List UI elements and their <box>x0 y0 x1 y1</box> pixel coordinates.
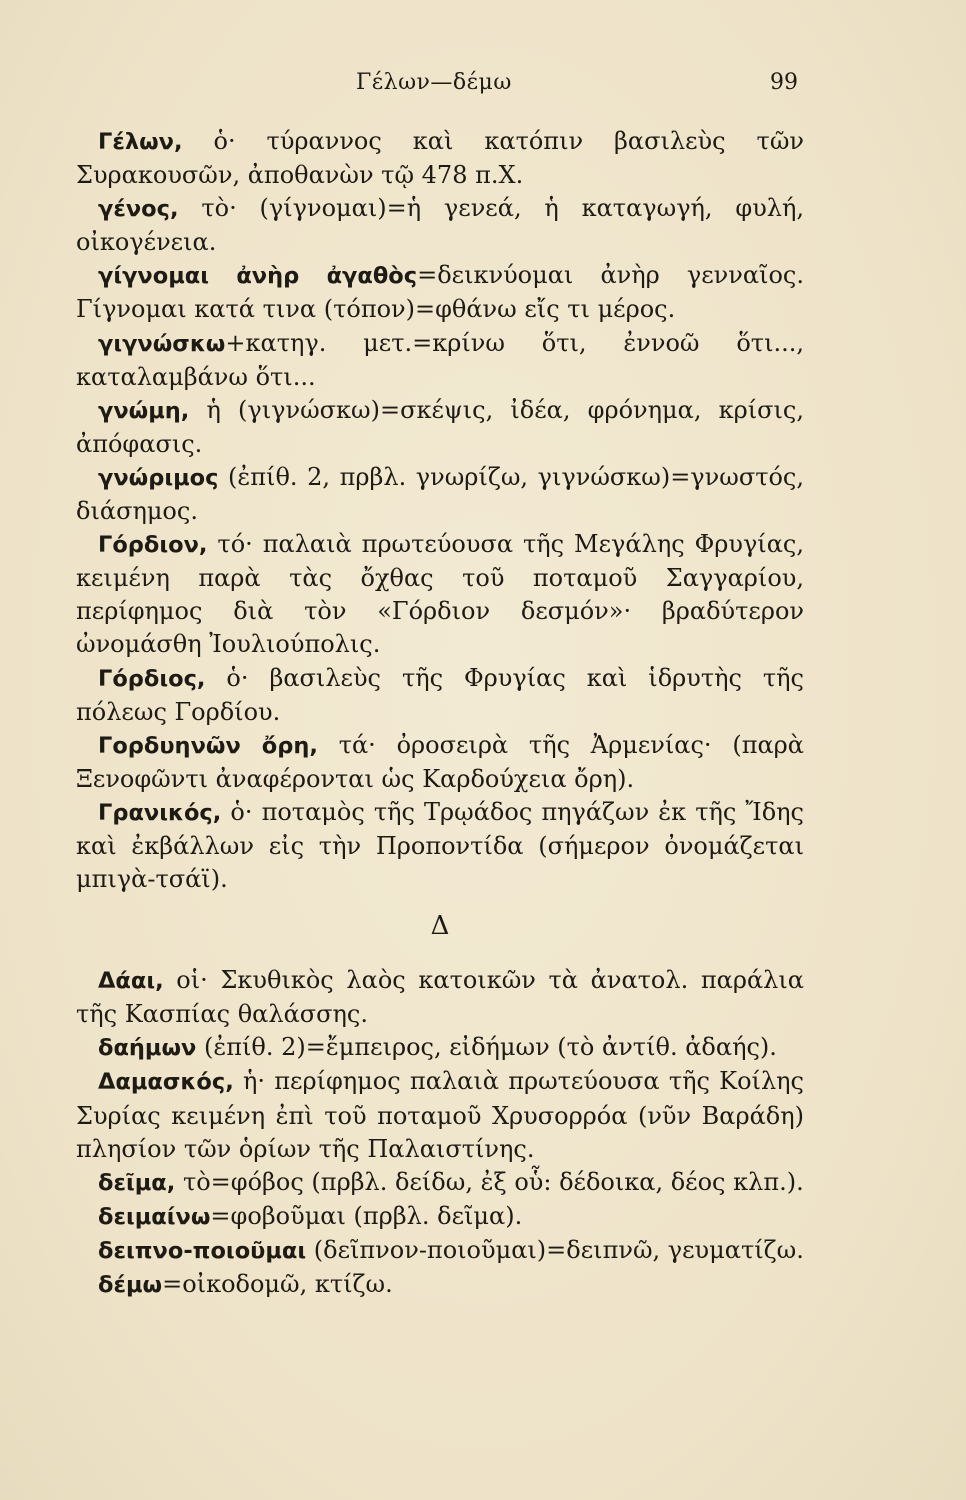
dictionary-entry <box>76 1234 804 1268</box>
dictionary-entry <box>76 125 804 192</box>
dictionary-body <box>76 125 804 1302</box>
dictionary-entry <box>76 729 804 796</box>
section-letter: Δ <box>430 911 450 942</box>
entries-delta <box>76 964 804 1302</box>
entry-definition: ὁ· βασιλεὺς τῆς Φρυγίας καὶ ἱδρυτὴς τῆς πόλεως Γορδίου. <box>76 663 804 726</box>
dictionary-entry <box>76 528 804 661</box>
entry-headword: γένος, <box>98 196 179 223</box>
entry-definition: +κατηγ. μετ.=κρίνω ὅτι, ἐννοῶ ὅτι..., καταλαμβάνω ὅτι... <box>76 328 804 391</box>
dictionary-entry <box>76 394 804 461</box>
running-head <box>0 70 966 104</box>
dictionary-entry <box>76 662 804 729</box>
entry-headword: γίγνομαι ἀνὴρ ἀγαθὸς <box>98 263 418 290</box>
entry-headword: δεῖμα, <box>98 1169 176 1196</box>
entry-definition: =οἰκοδομῶ, κτίζω. <box>162 1270 393 1298</box>
entry-headword: δειμαίνω <box>98 1203 211 1230</box>
entry-definition: οἱ· Σκυθικὸς λαὸς κατοικῶν τὰ ἀνατολ. παράλια τῆς Κασπίας θαλάσσης. <box>76 966 804 1029</box>
dictionary-entry <box>76 1065 804 1165</box>
running-head-title: Γέλων—δέμω <box>356 70 512 95</box>
entry-headword: δέμω <box>98 1272 163 1298</box>
entry-definition: ἡ (γιγνώσκω)=σκέψις, ἰδέα, φρόνημα, κρίσις, ἀπόφασις. <box>76 395 804 458</box>
entry-definition: =δεικνύομαι ἀνὴρ γενναῖος. Γίγνομαι κατά τινα (τόπον)=φθάνω εἴς τι μέρος. <box>76 261 804 324</box>
dictionary-entry <box>76 192 804 259</box>
entry-headword: δαήμων <box>98 1035 197 1062</box>
entry-headword: γνώριμος <box>98 464 219 491</box>
entry-headword: Γορδυηνῶν ὄρη, <box>98 732 318 759</box>
entry-headword: γιγνώσκω <box>98 330 226 357</box>
entry-definition: (ἐπίθ. 2, πρβλ. γνωρίζω, γιγνώσκω)=γνωστός, διάσημος. <box>76 462 804 526</box>
entry-definition: =φοβοῦμαι (πρβλ. δεῖμα). <box>210 1201 523 1230</box>
entry-headword: δειπνο-ποιοῦμαι <box>98 1237 307 1264</box>
entry-definition: τὸ· (γίγνομαι)=ἡ γενεά, ἡ καταγωγή, φυλή, οἰκογένεια. <box>76 194 804 257</box>
dictionary-entry <box>76 259 804 326</box>
entry-definition: ὁ· τύραννος καὶ κατόπιν βασιλεὺς τῶν Συρακουσῶν, ἀποθανὼν τῷ 478 π.Χ. <box>76 127 804 190</box>
entry-definition: τά· ὀροσειρὰ τῆς Ἀρμενίας· (παρὰ Ξενοφῶντι ἀναφέρονται ὡς Καρδούχεια ὄρη). <box>76 730 804 793</box>
entry-headword: γνώμη, <box>98 397 190 424</box>
entry-definition: ὁ· ποταμὸς τῆς Τρῳάδος πηγάζων ἐκ τῆς Ἴδης καὶ ἐκβάλλων εἰς τὴν Προποντίδα (σήμερον ὀνομάζεται μπιγὰ-τσάϊ). <box>76 797 804 894</box>
entry-headword: Γρανικός, <box>98 799 222 826</box>
entry-headword: Γόρδιον, <box>98 532 208 559</box>
dictionary-entry <box>76 327 804 394</box>
entry-headword: Γέλων, <box>98 129 183 155</box>
dictionary-entry <box>76 796 804 896</box>
dictionary-entry <box>76 1268 804 1302</box>
entry-definition: τὸ=φόβος (πρβλ. δείδω, ἐξ οὗ: δέδοικα, δέος κλπ.). <box>175 1167 804 1196</box>
entry-headword: Δαμασκός, <box>98 1069 234 1096</box>
page-number: 99 <box>770 70 798 95</box>
entry-definition: τό· παλαιὰ πρωτεύουσα τῆς Μεγάλης Φρυγίας, κειμένη παρὰ τὰς ὄχθας τοῦ ποταμοῦ Σαγγαρίου, περίφημος διὰ τὸν «Γόρδιον δεσμόν»· βραδύτερον ὠνομάσθη Ἰουλιούπολις. <box>76 530 804 659</box>
entry-definition: ἡ· περίφημος παλαιὰ πρωτεύουσα τῆς Κοίλης Συρίας κειμένη ἐπὶ τοῦ ποταμοῦ Χρυσορρόα (νῦν Βαράδη) πλησίον τῶν ὁρίων τῆς Παλαιστίνης. <box>76 1067 804 1163</box>
dictionary-entry <box>76 1166 804 1200</box>
entry-definition: (ἐπίθ. 2)=ἔμπειρος, εἰδήμων (τὸ ἀντίθ. ἀδαής). <box>196 1033 777 1062</box>
entry-headword: Γόρδιος, <box>98 665 206 692</box>
entry-definition: (δεῖπνον-ποιοῦμαι)=δειπνῶ, γευματίζω. <box>306 1235 804 1264</box>
dictionary-entry <box>76 1200 804 1234</box>
dictionary-entry <box>76 964 804 1031</box>
dictionary-entry <box>76 1031 804 1065</box>
entries-gamma <box>76 125 804 896</box>
entry-headword: Δάαι, <box>98 968 164 995</box>
dictionary-entry <box>76 461 804 528</box>
